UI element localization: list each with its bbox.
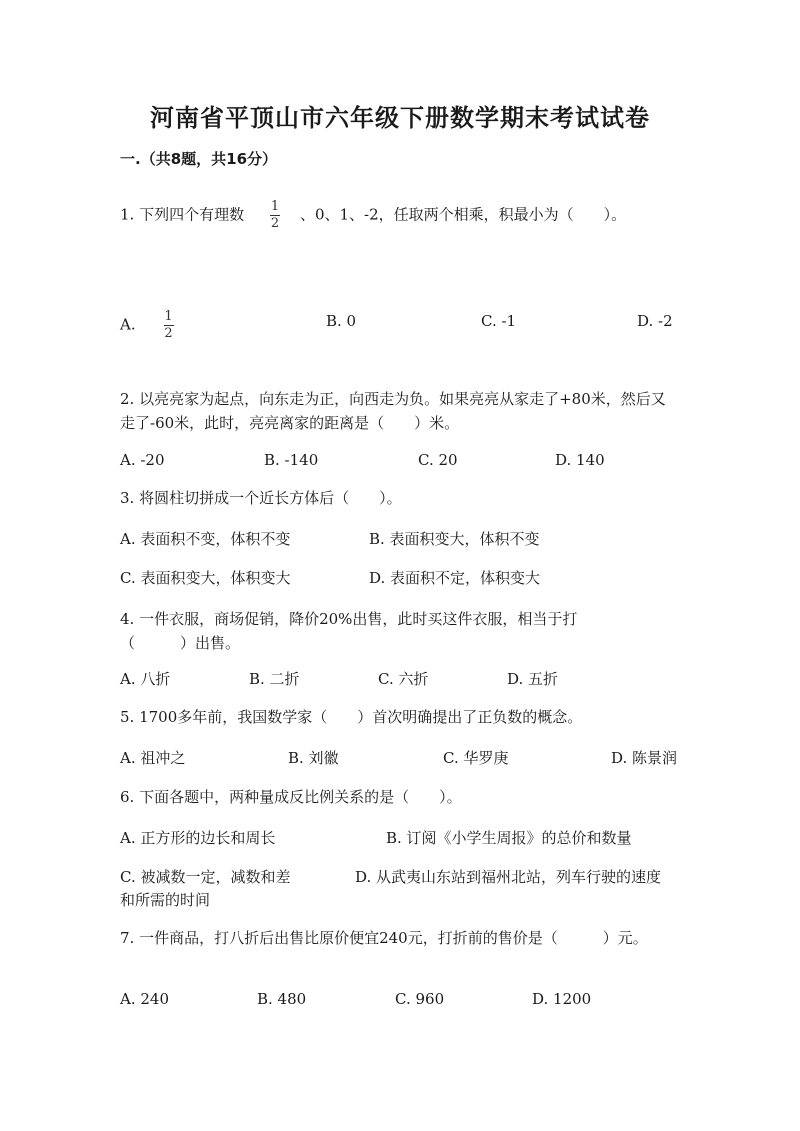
q1-option-a[interactable]: A. $\frac{1}{2}$: [120, 309, 173, 341]
question-7: 7. 一件商品，打八折后出售比原价便宜240元，打折前的售价是（ ）元。: [120, 929, 648, 947]
page-title: 河南省平顶山市六年级下册数学期末考试试卷: [150, 103, 650, 132]
q1-option-b[interactable]: B. 0: [326, 312, 357, 330]
q7-option-a[interactable]: A. 240: [120, 990, 169, 1008]
q6-option-d[interactable]: D. 从武夷山东站到福州北站，列车行驶的速度: [355, 868, 662, 886]
q3-option-b[interactable]: B. 表面积变大，体积不变: [369, 530, 540, 548]
q5-option-a[interactable]: A. 祖冲之: [120, 749, 186, 767]
question-5: 5. 1700多年前，我国数学家（ ）首次明确提出了正负数的概念。: [120, 708, 583, 726]
q2-option-c[interactable]: C. 20: [418, 451, 458, 469]
q4-option-a[interactable]: A. 八折: [120, 670, 171, 688]
q6-option-a[interactable]: A. 正方形的边长和周长: [120, 829, 276, 847]
q5-option-d[interactable]: D. 陈景润: [611, 749, 678, 767]
q7-option-d[interactable]: D. 1200: [532, 990, 592, 1008]
q6-option-d-continued[interactable]: 和所需的时间: [120, 891, 211, 909]
question-4: 4. 一件衣服，商场促销，降价20%出售，此时买这件衣服，相当于打（ ）出售。: [120, 610, 578, 652]
question-1-suffix: 、0、1、-2，任取两个相乘，积最小为（ ）。: [299, 205, 627, 224]
q6-option-c[interactable]: C. 被减数一定，减数和差: [120, 868, 291, 886]
q7-option-b[interactable]: B. 480: [257, 990, 307, 1008]
section-header: 一.（共8题，共16分）: [120, 150, 278, 168]
q1-option-d[interactable]: D. -2: [637, 312, 673, 330]
question-3: 3. 将圆柱切拼成一个近长方体后（ ）。: [120, 489, 402, 507]
question-6: 6. 下面各题中，两种量成反比例关系的是（ ）。: [120, 788, 462, 806]
q3-option-c[interactable]: C. 表面积变大，体积变大: [120, 569, 291, 587]
q4-option-b[interactable]: B. 二折: [249, 670, 300, 688]
question-1: [120, 200, 626, 231]
q7-option-c[interactable]: C. 960: [395, 990, 445, 1008]
q3-option-a[interactable]: A. 表面积不变，体积不变: [120, 530, 291, 548]
q1-option-c[interactable]: C. -1: [481, 312, 517, 330]
q2-option-d[interactable]: D. 140: [555, 451, 605, 469]
q5-option-b[interactable]: B. 刘徽: [288, 749, 339, 767]
q2-option-a[interactable]: A. -20: [120, 451, 165, 469]
fraction-one-half: $\frac{1}{2}$: [164, 309, 173, 341]
q5-option-c[interactable]: C. 华罗庚: [443, 749, 509, 767]
q3-option-d[interactable]: D. 表面积不定，体积变大: [369, 569, 541, 587]
fraction-one-half: $\frac{1}{2}$: [270, 199, 280, 231]
q2-option-b[interactable]: B. -140: [264, 451, 319, 469]
question-1-prefix: 1. 下列四个有理数: [120, 205, 245, 224]
q4-option-d[interactable]: D. 五折: [507, 670, 559, 688]
question-2: 2. 以亮亮家为起点，向东走为正，向西走为负。如果亮亮从家走了+80米，然后又走了-60米，此时，亮亮离家的距离是（ ）米。: [120, 390, 666, 432]
q4-option-c[interactable]: C. 六折: [378, 670, 429, 688]
q6-option-b[interactable]: B. 订阅《小学生周报》的总价和数量: [386, 829, 632, 847]
